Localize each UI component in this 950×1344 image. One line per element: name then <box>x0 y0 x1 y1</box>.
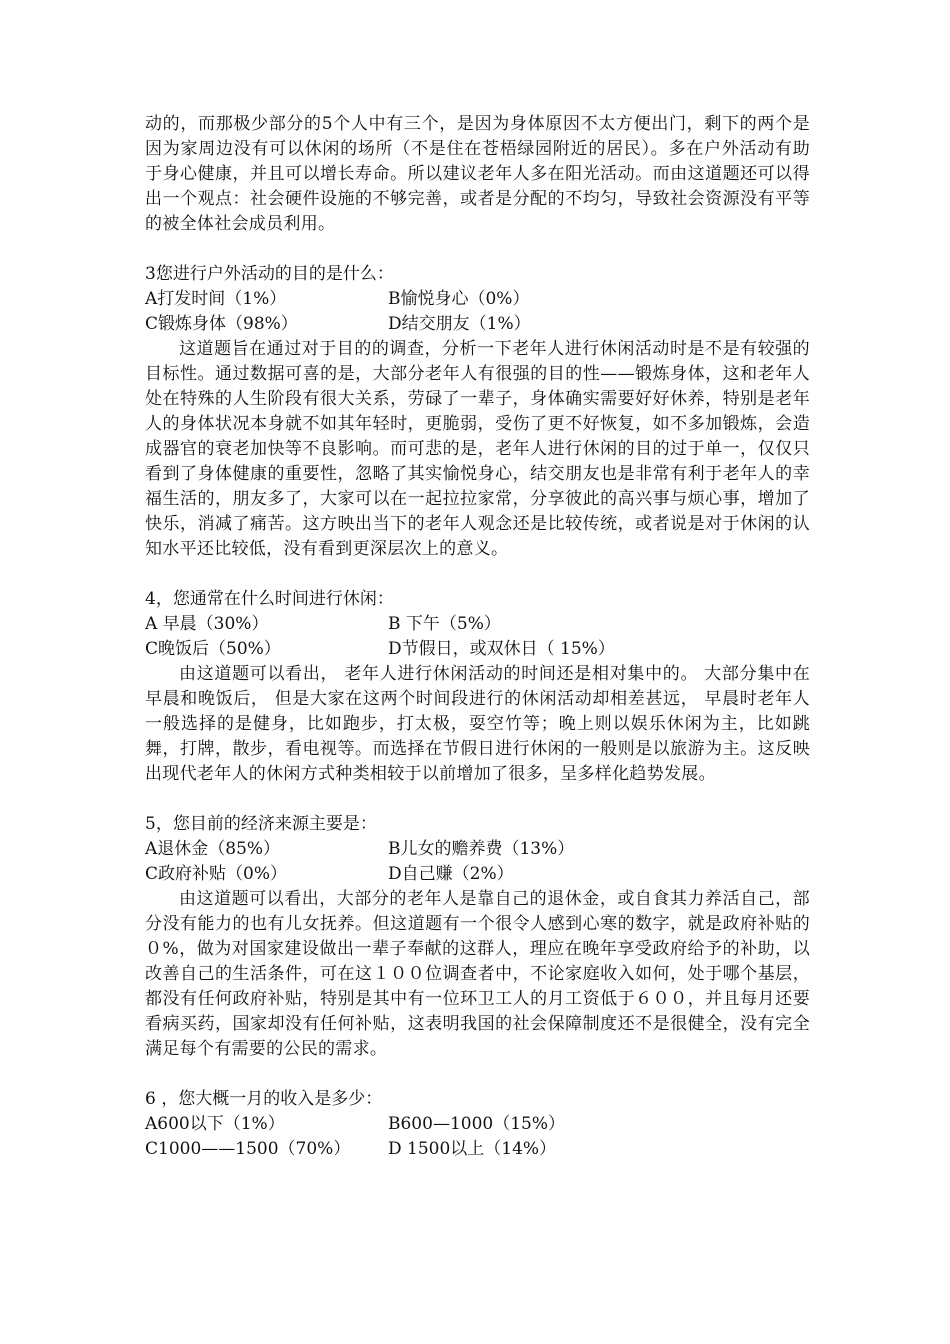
option-c: C锻炼身体（98%） <box>145 314 298 334</box>
spacer <box>145 1062 810 1087</box>
question-block-3 <box>145 262 810 562</box>
options-row <box>145 862 810 887</box>
analysis-paragraph: 这道题旨在通过对于目的的调查，分析一下老年人进行休闲活动时是不是有较强的目标性。通过数据可喜的是，大部分老年人有很强的目的性——锻炼身体，这和老年人处在特殊的人生阶段有很大关系，劳碌了一辈子，身体确实需要好好休养，特别是老年人的身体状况本身就不如其年轻时，更脆弱，受伤了更不好恢复，如不多加锻炼，会造成器官的衰老加快等不良影响。而可悲的是，老年人进行休闲的目的过于单一，仅仅只看到了身体健康的重要性，忽略了其实愉悦身心，结交朋友也是非常有利于老年人的幸福生活的，朋友多了，大家可以在一起拉拉家常，分享彼此的高兴事与烦心事，增加了快乐，消减了痛苦。这方映出当下的老年人观念还是比较传统，或者说是对于休闲的认知水平还比较低，没有看到更深层次上的意义。 <box>145 339 810 559</box>
option-c: C政府补贴（0%） <box>145 864 287 884</box>
option-a: A 早晨（30%） <box>145 614 269 634</box>
options-row <box>145 1112 810 1137</box>
option-d: D 1500以上（14%） <box>388 1139 557 1159</box>
option-b: B愉悦身心（0%） <box>388 289 530 309</box>
question-block-6 <box>145 1087 810 1162</box>
option-d: D节假日，或双休日（ 15%） <box>388 639 615 659</box>
options-row <box>145 312 810 337</box>
question-title: 4，您通常在什么时间进行休闲： <box>145 589 394 609</box>
option-a: A退休金（85%） <box>145 839 281 859</box>
spacer <box>145 562 810 587</box>
options-row <box>145 1137 810 1162</box>
option-b: B儿女的赡养费（13%） <box>388 839 575 859</box>
option-a: A600以下（1%） <box>145 1114 285 1134</box>
option-b: B 下午（5%） <box>388 614 501 634</box>
option-c: C晚饭后（50%） <box>145 639 281 659</box>
question-title: 5，您目前的经济来源主要是： <box>145 814 377 834</box>
option-a: A打发时间（1%） <box>145 289 287 309</box>
options-row <box>145 837 810 862</box>
options-row <box>145 637 810 662</box>
question-title: 6 ，您大概一月的收入是多少： <box>145 1089 383 1109</box>
question-block-4 <box>145 587 810 787</box>
intro-paragraph: 动的，而那极少部分的5个人中有三个，是因为身体原因不太方便出门，剩下的两个是因为家周边没有可以休闲的场所（不是住在苍梧绿园附近的居民）。多在户外活动有助于身心健康，并且可以增长寿命。所以建议老年人多在阳光活动。而由这道题还可以得出一个观点：社会硬件设施的不够完善，或者是分配的不均匀，导致社会资源没有平等的被全体社会成员利用。 <box>145 114 810 234</box>
analysis-paragraph: 由这道题可以看出， 老年人进行休闲活动的时间还是相对集中的。 大部分集中在早晨和晚饭后， 但是大家在这两个时间段进行的休闲活动却相差甚远， 早晨时老年人一般选择的是健身，比如跑步，打太极，耍空竹等；晚上则以娱乐休闲为主，比如跳舞，打牌，散步，看电视等。而选择在节假日进行休闲的一般则是以旅游为主。这反映出现代老年人的休闲方式种类相较于以前增加了很多，呈多样化趋势发展。 <box>145 664 810 784</box>
question-title: 3您进行户外活动的目的是什么： <box>145 264 394 284</box>
document-page <box>145 112 810 1162</box>
spacer <box>145 237 810 262</box>
options-row <box>145 287 810 312</box>
analysis-paragraph: 由这道题可以看出，大部分的老年人是靠自己的退休金，或自食其力养活自己，部分没有能力的也有儿女抚养。但这道题有一个很令人感到心寒的数字，就是政府补贴的０%，做为对国家建设做出一辈子奉献的这群人，理应在晚年享受政府给予的补助，以改善自己的生活条件，可在这１００位调查者中，不论家庭收入如何，处于哪个基层，都没有任何政府补贴，特别是其中有一位环卫工人的月工资低于６００，并且每月还要看病买药，国家却没有任何补贴，这表明我国的社会保障制度还不是很健全，没有完全满足每个有需要的公民的需求。 <box>145 889 810 1059</box>
option-c: C1000——1500（70%） <box>145 1139 351 1159</box>
option-b: B600—1000（15%） <box>388 1114 565 1134</box>
options-row <box>145 612 810 637</box>
option-d: D结交朋友（1%） <box>388 314 531 334</box>
option-d: D自己赚（2%） <box>388 864 514 884</box>
question-block-5 <box>145 812 810 1062</box>
spacer <box>145 787 810 812</box>
